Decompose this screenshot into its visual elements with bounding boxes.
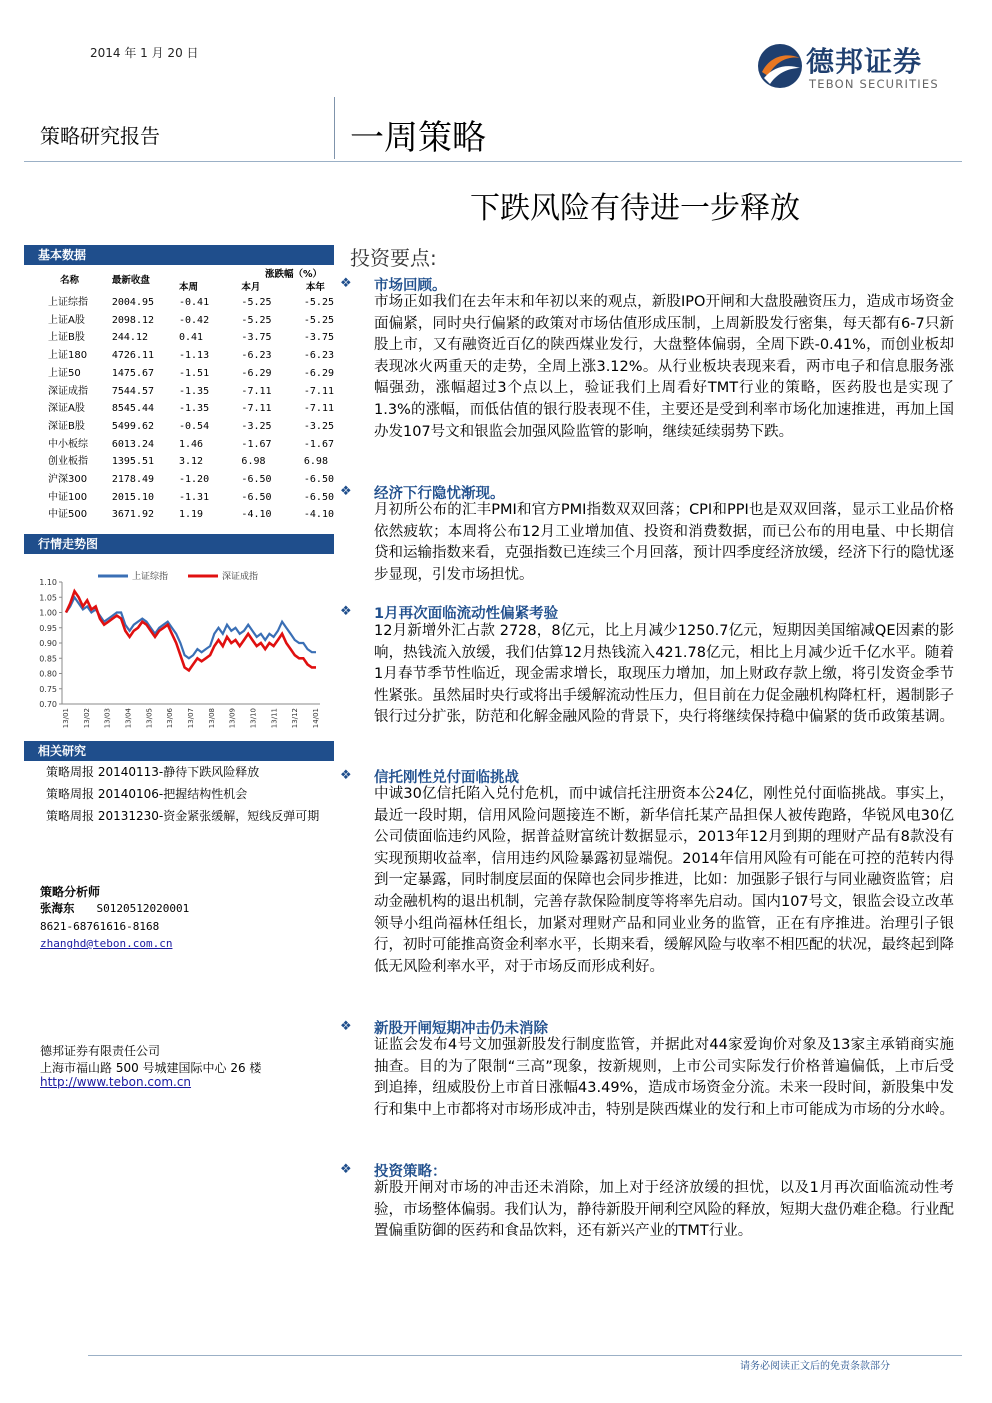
cell-month: -6.23: [241, 350, 272, 362]
header-divider: [334, 97, 335, 159]
footer-rule: [88, 1355, 962, 1356]
cell-week: 0.41: [178, 332, 204, 344]
y-tick-label: 0.95: [39, 623, 57, 633]
table-row: [24, 400, 334, 418]
y-tick-label: 1.00: [39, 608, 57, 618]
cell-week: -1.13: [178, 350, 210, 362]
cell-name: 上证综指: [48, 297, 88, 308]
cell-year: -6.50: [303, 491, 334, 503]
trend-header: 行情走势图: [24, 534, 334, 554]
cell-week: -1.35: [178, 385, 210, 397]
cell-year: -6.29: [303, 367, 334, 379]
x-tick-label: 13/12: [291, 708, 300, 729]
trend-chart-svg: [30, 566, 330, 738]
x-tick-label: 13/09: [228, 708, 237, 729]
company-name: 德邦证券有限责任公司: [40, 1044, 161, 1058]
related-item[interactable]: 策略周报 20131230-资金紧张缓解，短线反弹可期: [46, 809, 320, 823]
diamond-bullet-icon: ❖: [340, 276, 352, 291]
cell-name: 中证100: [48, 491, 88, 503]
analyst-phone: 8621-68761616-8168: [40, 920, 160, 933]
x-tick-label: 13/08: [207, 708, 216, 729]
series-line-0: [66, 597, 316, 658]
cell-close: 2004.95: [111, 297, 155, 308]
table-row: [24, 471, 334, 489]
cell-year: -6.23: [303, 350, 334, 362]
cell-week: -1.51: [178, 367, 210, 379]
diamond-bullet-icon: ❖: [340, 604, 352, 619]
y-tick-label: 0.70: [39, 700, 57, 709]
col-change-group: 涨跌幅（%）: [264, 269, 323, 280]
cell-name: 上证A股: [48, 314, 85, 326]
logo-text-cn: 德邦证券: [806, 45, 923, 78]
basic-data-table: [24, 268, 334, 524]
cell-month: -3.75: [241, 332, 272, 344]
diamond-bullet-icon: ❖: [340, 484, 352, 499]
diamond-bullet-icon: ❖: [340, 1019, 352, 1034]
table-row: [24, 383, 334, 401]
y-tick-label: 0.85: [39, 654, 57, 664]
cell-name: 中证500: [48, 509, 88, 521]
cell-name: 中小板综: [48, 438, 88, 450]
x-tick-label: 13/01: [62, 708, 70, 729]
company-address: 上海市福山路 500 号城建国际中心 26 楼: [40, 1061, 262, 1075]
footer-disclaimer: 请务必阅读正文后的免责条款部分: [740, 1361, 890, 1372]
cell-week: -0.42: [178, 314, 210, 326]
col-month: 本月: [241, 282, 261, 293]
cell-year: 6.98: [303, 456, 328, 468]
cell-week: -1.20: [178, 474, 210, 486]
cell-month: -6.29: [241, 367, 272, 379]
section-title: 1月再次面临流动性偏紧考验: [374, 606, 559, 622]
cell-month: -7.11: [241, 403, 272, 415]
section-title: 经济下行隐忧渐现。: [374, 486, 505, 502]
cell-name: 上证50: [48, 367, 81, 379]
cell-close: 3671.92: [111, 509, 155, 521]
table-row: [24, 506, 334, 524]
cell-month: -3.25: [241, 420, 272, 432]
table-row: [24, 294, 334, 312]
table-row: [24, 329, 334, 347]
cell-month: -4.10: [241, 509, 272, 521]
cell-close: 244.12: [111, 332, 148, 344]
cell-year: -4.10: [303, 509, 334, 521]
table-row: [24, 365, 334, 383]
report-headline: 下跌风险有待进一步释放: [470, 191, 800, 226]
section-text: 月初所公布的汇丰PMI和官方PMI指数双双回落；CPI和PPI也是双双回落，显示工业品价格依然疲软；本周将公布12月工业增加值、投资和消费数据，而已公布的用电量、中长期信贷和运输指数来看，克强指数已连续三个月回落，预计四季度经济放缓，经济下行的隐忧逐步显现，引发市场担忧。: [374, 502, 954, 583]
report-type: 策略研究报告: [40, 124, 160, 148]
cell-year: -3.25: [303, 420, 334, 432]
col-close: 最新收盘: [111, 275, 150, 287]
col-name: 名称: [60, 275, 80, 287]
cell-close: 1475.67: [111, 367, 155, 379]
table-row: [24, 347, 334, 365]
table-row: [24, 489, 334, 507]
cell-week: -0.54: [178, 420, 210, 432]
section-text: 证监会发布4号文加强新股发行制度监管，并据此对44家爱询价对象及13家主承销商实施抽查。目的为了限制“三高”现象，按新规则，上市公司实际发行价格普遍偏低，上市后受到追捧，纽威股份上市首日涨幅43.49%，造成市场资金分流。未来一段时间，新股集中发行和集中上市都将对市场形成冲击，特别是陕西煤业的发行和上市可能成为市场的分水岭。: [374, 1037, 954, 1118]
table-row: [24, 418, 334, 436]
section-text: 市场正如我们在去年末和年初以来的观点，新股IPO开闸和大盘股融资压力，造成市场资金面偏紧，同时央行偏紧的政策对市场估值形成压制，上周新股发行密集，每天都有6-7只新股上市，又有融资近百亿的陕西煤业发行，大盘整体偏弱，全周下跌-0.41%，而创业板却表现冰火两重天的走势，全周上涨3.12%。从行业板块表现来看，两市电子和信息服务涨幅强劲，涨幅超过3个点以上，验证我们上周看好TMT行业的策略，医药股也是实现了1.3%的涨幅，而低估值的银行股表现不佳，主要还是受到利率市场化加速推进，再加上国办发107号文和银监会加强风险监管的影响，继续延续弱势下跌。: [374, 294, 954, 440]
y-tick-label: 0.90: [39, 639, 57, 648]
cell-week: -1.35: [178, 403, 210, 415]
cell-month: -7.11: [241, 385, 272, 397]
analyst-email[interactable]: zhanghd@tebon.com.cn: [40, 937, 173, 950]
invest-title: 投资要点:: [350, 246, 437, 270]
cell-name: 沪深300: [48, 474, 88, 486]
report-series: 一周策略: [350, 118, 486, 158]
cell-year: -5.25: [303, 297, 334, 308]
section-text: 新股开闸对市场的冲击还未消除，加上对于经济放缓的担忧，以及1月再次面临流动性考验，市场整体偏弱。我们认为，静待新股开闸利空风险的释放，短期大盘仍难企稳。行业配置偏重防御的医药和食品饮料，还有新兴产业的TMT行业。: [374, 1180, 954, 1240]
cell-year: -7.11: [303, 385, 334, 397]
cell-year: -6.50: [303, 474, 334, 486]
cell-close: 1395.51: [111, 456, 155, 468]
diamond-bullet-icon: ❖: [340, 768, 352, 783]
col-year: 本年: [305, 282, 325, 293]
header-rule: [24, 161, 962, 162]
cell-month: -5.25: [241, 297, 272, 308]
cell-week: -1.31: [178, 491, 210, 503]
x-tick-label: 13/11: [270, 708, 279, 729]
section-text: 中诚30亿信托陷入兑付危机，而中诚信托注册资本公24亿，刚性兑付面临挑战。事实上，最近一段时期，信用风险问题接连不断，新华信托某产品担保人被传跑路，华锐风电30亿公司债面临违约风险，据普益财富统计数据显示，2013年12月到期的理财产品有8款没有实现预期收益率，信用违约风险暴露初显端倪。2014年信用风险有可能在可控的范转内得到一定暴露，同时制度层面的保障也会同步推进，比如：加强影子银行与同业融资监管；启动金融机构的退出机制，完善存款保险制度等将率先启动。国内107号文，银监会设立改革领导小组尚福林任组长，加紧对理财产品和同业业务的监管，正在有序推进。治理引子银行，初时可能推高资金利率水平，长期来看，缓解风险与收率不相匹配的状况，最终起到降低无风险利率水平，对于市场反而形成利好。: [374, 786, 954, 975]
cell-week: 1.19: [178, 509, 204, 521]
x-tick-label: 13/05: [145, 708, 154, 729]
y-tick-label: 1.10: [39, 578, 57, 587]
tebon-logo-icon: [756, 42, 804, 90]
diamond-bullet-icon: ❖: [340, 1162, 352, 1177]
legend-label-0: 上证综指: [132, 572, 169, 582]
cell-name: 上证180: [48, 350, 88, 362]
cell-close: 7544.57: [111, 385, 155, 397]
cell-close: 2098.12: [111, 314, 155, 326]
cell-name: 深证A股: [48, 403, 85, 415]
x-tick-label: 13/06: [166, 708, 175, 729]
x-tick-label: 13/03: [103, 708, 112, 729]
company-logo: [756, 40, 956, 94]
table-row: [24, 312, 334, 330]
cell-month: 6.98: [241, 456, 266, 468]
related-item[interactable]: 策略周报 20140113-静待下跌风险释放: [46, 765, 260, 779]
report-date: 2014 年 1 月 20 日: [90, 46, 199, 60]
cell-name: 创业板指: [48, 456, 88, 468]
analyst-name: 张海东: [40, 901, 75, 915]
company-url[interactable]: http://www.tebon.com.cn: [40, 1075, 192, 1089]
cell-close: 6013.24: [111, 438, 155, 450]
cell-name: 深证成指: [48, 385, 88, 397]
cell-close: 5499.62: [111, 420, 155, 432]
table-row: [24, 453, 334, 471]
cell-close: 2178.49: [111, 474, 155, 486]
y-tick-label: 1.05: [39, 593, 57, 603]
cell-month: -6.50: [241, 474, 272, 486]
col-week: 本周: [178, 282, 198, 293]
cell-close: 2015.10: [111, 491, 155, 503]
section-title: 市场回顾。: [374, 278, 447, 294]
cell-year: -1.67: [303, 438, 334, 450]
cell-week: 1.46: [178, 438, 204, 450]
section-title: 信托刚性兑付面临挑战: [374, 770, 519, 786]
x-tick-label: 13/10: [249, 708, 258, 729]
analyst-title: 策略分析师: [40, 885, 101, 899]
section-text: 12月新增外汇占款 2728，8亿元，比上月减少1250.7亿元，短期因美国缩减QE因素的影响，热钱流入放缓，我们估算12月热钱流入421.78亿元，相比上月减少近千亿水平。随着1月春节季节性临近，现金需求增长，取现压力增加，加上财政存款上缴，将引发资金季节性紧张。虽然届时央行或将出手缓解流动性压力，但目前在力促金融机构降杠杆，遏制影子银行过分扩张，防范和化解金融风险的背景下，央行将继续保持稳中偏紧的货币政策基调。: [374, 623, 954, 726]
cell-close: 4726.11: [111, 350, 155, 362]
cell-month: -5.25: [241, 314, 272, 326]
cell-name: 深证B股: [48, 420, 85, 432]
related-header: 相关研究: [24, 741, 334, 761]
analyst-name-row: [40, 900, 189, 916]
y-tick-label: 0.75: [39, 684, 57, 694]
cell-month: -1.67: [241, 438, 272, 450]
trend-chart: [30, 566, 330, 738]
cell-close: 8545.44: [111, 403, 155, 415]
x-tick-label: 14/01: [312, 708, 320, 729]
cell-month: -6.50: [241, 491, 272, 503]
cell-year: -5.25: [303, 314, 334, 326]
related-item[interactable]: 策略周报 20140106-把握结构性机会: [46, 787, 248, 801]
cell-name: 上证B股: [48, 332, 85, 344]
x-tick-label: 13/04: [124, 708, 133, 729]
cell-week: -0.41: [178, 297, 210, 308]
x-tick-label: 13/02: [82, 708, 91, 729]
logo-text-en: TEBON SECURITIES: [809, 77, 939, 91]
cell-year: -7.11: [303, 403, 334, 415]
legend-label-1: 深证成指: [222, 572, 259, 582]
y-tick-label: 0.80: [39, 669, 57, 679]
x-tick-label: 13/07: [187, 708, 195, 729]
section-title: 新股开闸短期冲击仍未消除: [374, 1021, 548, 1037]
analyst-cert: S0120512020001: [96, 902, 190, 915]
basic-data-header: 基本数据: [24, 245, 334, 265]
cell-year: -3.75: [303, 332, 334, 344]
table-row: [24, 436, 334, 454]
section-title: 投资策略：: [374, 1164, 447, 1180]
cell-week: 3.12: [178, 456, 204, 468]
